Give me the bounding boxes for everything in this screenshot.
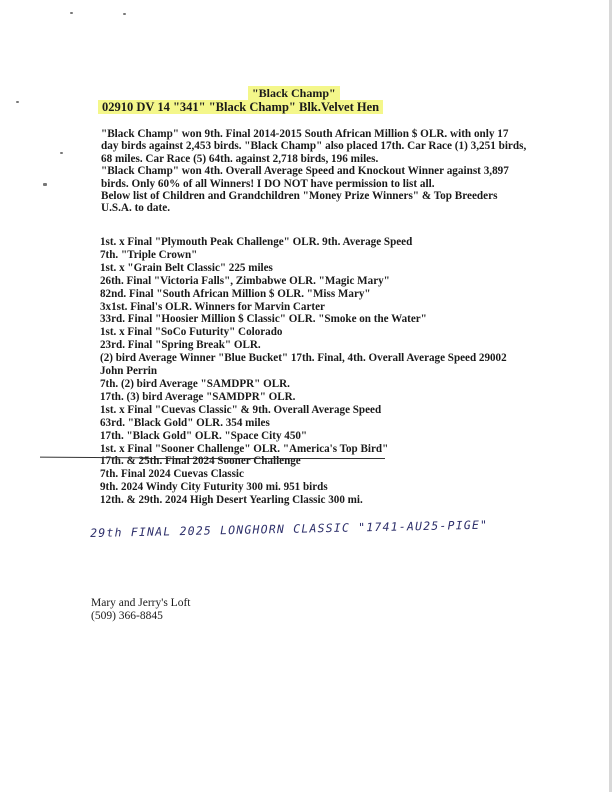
strike-line xyxy=(140,458,385,459)
handwritten-note: 29th FINAL 2025 LONGHORN CLASSIC "1741-AU25-PIGE" xyxy=(90,517,489,540)
list-item: 33rd. Final "Hoosier Million $ Classic" OLR. "Smoke on the Water" xyxy=(100,313,427,326)
list-item: 17th. "Black Gold" OLR. "Space City 450" xyxy=(100,429,308,442)
list-item: 63rd. "Black Gold" OLR. 354 miles xyxy=(100,416,270,429)
list-item: 26th. Final "Victoria Falls", Zimbabwe OLR. "Magic Mary" xyxy=(100,274,390,287)
list-item: 7th. Final 2024 Cuevas Classic xyxy=(100,468,244,481)
list-item: 1st. x Final "Sooner Challenge" OLR. "America's Top Bird" xyxy=(100,442,389,455)
list-item: 82nd. Final "South African Million $ OLR. "Miss Mary" xyxy=(100,287,371,300)
list-item: John Perrin xyxy=(100,365,158,378)
strike-line xyxy=(40,457,148,459)
paragraph-line: birds. Only 60% of all Winners! I DO NOT have permission to list all. xyxy=(101,177,435,190)
list-item: 9th. 2024 Windy City Futurity 300 mi. 951 birds xyxy=(100,481,328,494)
phone-number: (509) 366-8845 xyxy=(91,610,163,622)
paragraph-line: "Black Champ" won 9th. Final 2014-2015 South African Million $ OLR. with only 17 xyxy=(101,128,509,140)
scan-speck xyxy=(60,152,63,154)
list-item: 3x1st. Final's OLR. Winners for Marvin Carter xyxy=(100,300,325,313)
paragraph-line: Below list of Children and Grandchildren "Money Prize Winners" & Top Breeders xyxy=(101,190,498,203)
signature-block xyxy=(91,597,190,623)
paragraph-line: day birds against 2,453 birds. "Black Champ" also placed 17th. Car Race (1) 3,251 birds, xyxy=(101,140,527,153)
list-item: 12th. & 29th. 2024 High Desert Yearling Classic 300 mi. xyxy=(100,494,363,507)
subtitle-text: 02910 DV 14 "341" "Black Champ" Blk.Velvet Hen xyxy=(98,100,383,114)
loft-name: Mary and Jerry's Loft xyxy=(91,597,191,609)
list-item: 1st. x Final "Plymouth Peak Challenge" OLR. 9th. Average Speed xyxy=(100,236,413,248)
scan-speck xyxy=(70,12,73,14)
list-item: 23rd. Final "Spring Break" OLR. xyxy=(100,339,261,352)
summary-paragraph xyxy=(101,128,531,215)
scan-speck xyxy=(43,183,47,186)
list-item: 1st. x Final "SoCo Futurity" Colorado xyxy=(100,326,283,339)
list-item: 17th. (3) bird Average "SAMDPR" OLR. xyxy=(100,390,296,403)
list-item: 1st. x "Grain Belt Classic" 225 miles xyxy=(100,261,273,274)
paragraph-line: "Black Champ" won 4th. Overall Average Speed and Knockout Winner against 3,897 xyxy=(101,165,509,178)
list-item: 1st. x Final "Cuevas Classic" & 9th. Overall Average Speed xyxy=(100,403,382,416)
scan-speck xyxy=(16,101,19,103)
paragraph-line: U.S.A. to date. xyxy=(101,202,170,215)
list-item: 7th. "Triple Crown" xyxy=(100,248,198,261)
bird-identification xyxy=(98,100,383,115)
title-text: "Black Champ" xyxy=(248,86,340,100)
scan-speck xyxy=(123,13,126,15)
document-title xyxy=(248,86,340,101)
list-item: (2) bird Average Winner "Blue Bucket" 17th. Final, 4th. Overall Average Speed 29002 xyxy=(100,352,507,365)
list-item: 7th. (2) bird Average "SAMDPR" OLR. xyxy=(100,377,290,390)
list-item: 17th. & 25th. Final 2024 Sooner Challenge xyxy=(100,455,301,468)
results-list xyxy=(100,236,507,507)
paragraph-line: 68 miles. Car Race (5) 64th. against 2,718 birds, 196 miles. xyxy=(101,152,379,165)
